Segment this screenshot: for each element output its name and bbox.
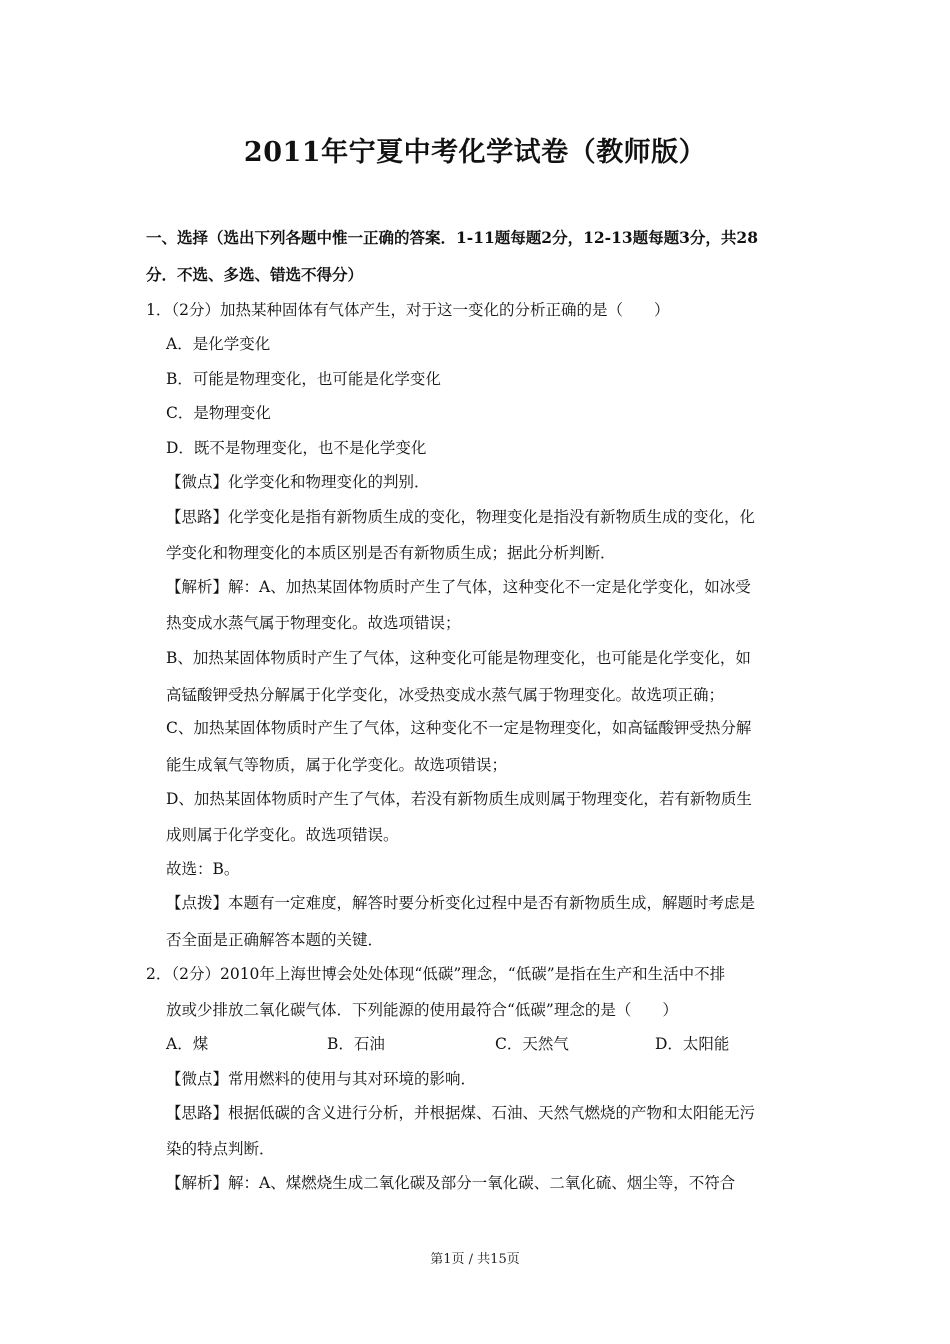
page-title: 2011年宁夏中考化学试卷（教师版）: [243, 137, 707, 168]
question-2-stem-line-1: 2．（2分）2010年上海世博会处处体现“低碳”理念，“低碳”是指在生产和生活中不排: [146, 965, 726, 983]
question-2-stem-line-2: 放或少排放二氧化碳气体．下列能源的使用最符合“低碳”理念的是（ ）: [166, 1001, 678, 1019]
question-1-jiexi-line-5: C、加热某固体物质时产生了气体，这种变化不一定是物理变化，如高锰酸钾受热分解: [166, 719, 752, 737]
question-2-option-c: C．天然气: [495, 1035, 569, 1053]
question-2-option-d: D．太阳能: [655, 1035, 730, 1053]
page-footer: 第1页 / 共15页: [430, 1252, 520, 1267]
question-1-weidian: 【微点】化学变化和物理变化的判别．: [166, 473, 430, 491]
question-1-option-b: B．可能是物理变化，也可能是化学变化: [166, 370, 441, 388]
question-1-option-d: D．既不是物理变化，也不是化学变化: [166, 439, 427, 457]
question-1-silu-line-1: 【思路】化学变化是指有新物质生成的变化，物理变化是指没有新物质生成的变化，化: [166, 508, 756, 526]
question-2-option-b: B．石油: [327, 1035, 385, 1053]
question-1-dianbo-line-2: 否全面是正确解答本题的关键．: [166, 931, 384, 949]
question-1-jiexi-line-4: 高锰酸钾受热分解属于化学变化，冰受热变成水蒸气属于物理变化。故选项正确；: [166, 686, 725, 704]
question-2-silu-line-2: 染的特点判断．: [166, 1140, 275, 1158]
question-2-weidian: 【微点】常用燃料的使用与其对环境的影响．: [166, 1070, 477, 1088]
section-heading-line-2: 分．不选、多选、错选不得分）: [146, 265, 364, 284]
question-1-option-c: C．是物理变化: [166, 404, 271, 422]
section-heading-line-1: 一、选择（选出下列各题中惟一正确的答案．1-11题每题2分，12-13题每题3分，共28: [146, 228, 759, 247]
question-1-stem: 1．（2分）加热某种固体有气体产生，对于这一变化的分析正确的是（ ）: [146, 301, 670, 319]
question-2-jiexi-line-1: 【解析】解：A、煤燃烧生成二氧化碳及部分一氧化碳、二氧化硫、烟尘等，不符合: [166, 1174, 736, 1192]
question-1-jiexi-line-7: D、加热某固体物质时产生了气体，若没有新物质生成则属于物理变化，若有新物质生: [166, 790, 752, 808]
question-1-answer: 故选：B。: [166, 860, 240, 878]
question-2-silu-line-1: 【思路】根据低碳的含义进行分析，并根据煤、石油、天然气燃烧的产物和太阳能无污: [166, 1104, 756, 1122]
question-1-jiexi-line-2: 热变成水蒸气属于物理变化。故选项错误；: [166, 614, 461, 632]
question-1-dianbo-line-1: 【点拨】本题有一定难度，解答时要分析变化过程中是否有新物质生成，解题时考虑是: [166, 894, 756, 912]
question-1-jiexi-line-6: 能生成氧气等物质，属于化学变化。故选项错误；: [166, 756, 508, 774]
question-1-jiexi-line-3: B、加热某固体物质时产生了气体，这种变化可能是物理变化，也可能是化学变化，如: [166, 649, 751, 667]
question-1-silu-line-2: 学变化和物理变化的本质区别是否有新物质生成；据此分析判断．: [166, 544, 616, 562]
question-2-option-a: A．煤: [166, 1035, 209, 1053]
question-1-option-a: A．是化学变化: [166, 335, 271, 353]
question-1-jiexi-line-8: 成则属于化学变化。故选项错误。: [166, 826, 399, 844]
question-1-jiexi-line-1: 【解析】解：A、加热某固体物质时产生了气体，这种变化不一定是化学变化，如冰受: [166, 578, 751, 596]
